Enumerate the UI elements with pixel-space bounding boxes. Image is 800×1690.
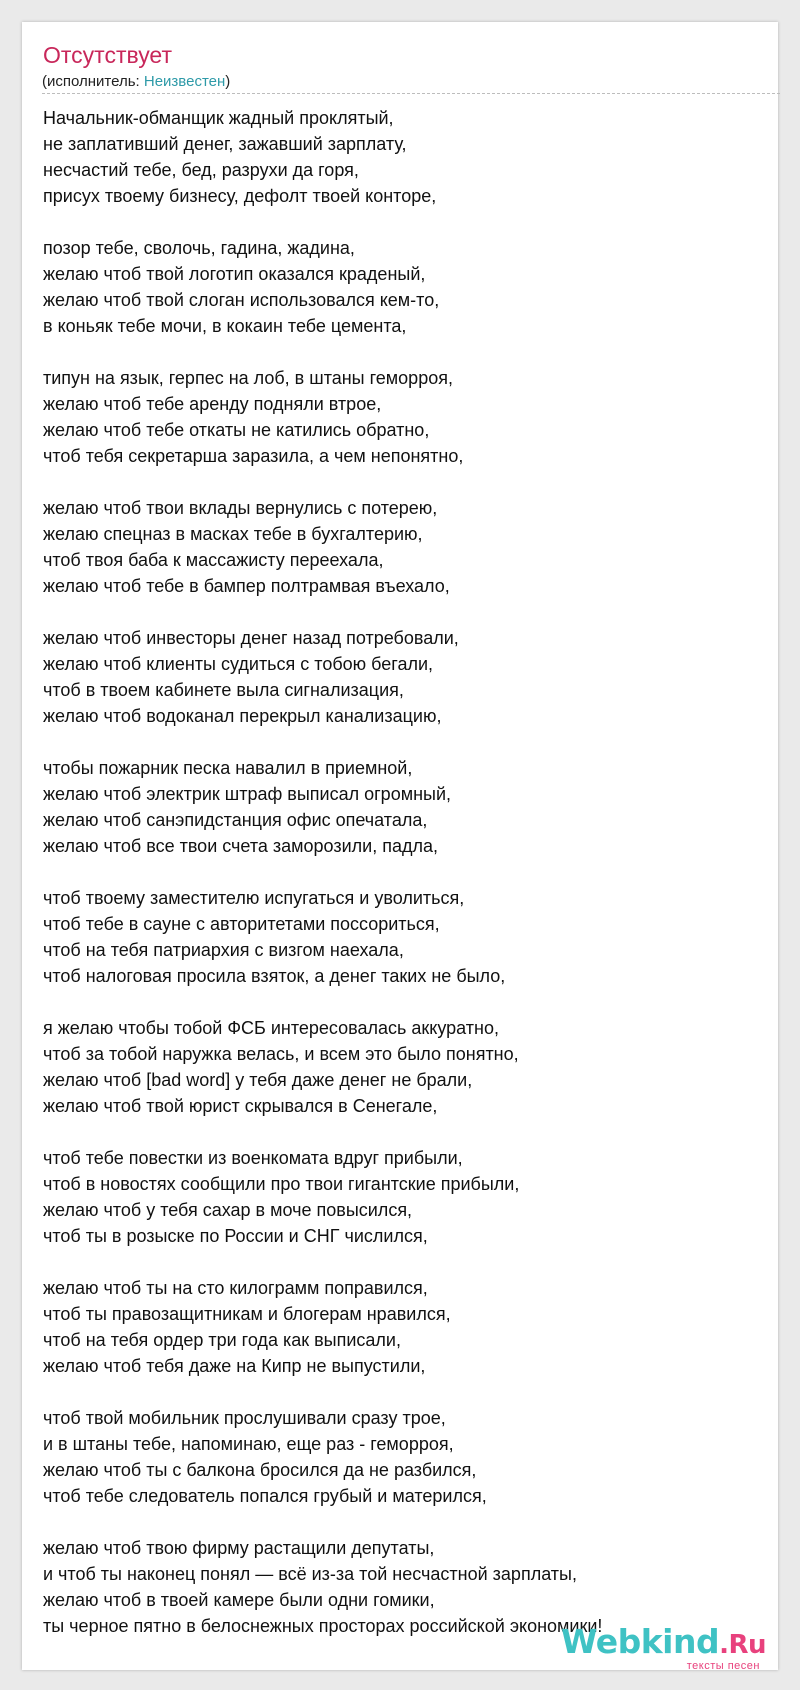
lyrics-stanza [43,105,763,209]
lyrics-line: желаю чтоб твой слоган использовался кем-то, [43,290,440,310]
lyrics-line: чтоб в новостях сообщили про твои гигантские прибыли, [43,1174,520,1194]
lyrics-line: я желаю чтобы тобой ФСБ интересовалась аккуратно, [43,1018,499,1038]
lyrics-line: не заплативший денег, зажавший зарплату, [43,134,407,154]
lyrics-line: чтоб на тебя патриархия с визгом наехала, [43,940,404,960]
lyrics-stanza [43,1275,763,1379]
logo-wordmark [561,1622,766,1661]
lyrics-line: желаю чтоб твои вклады вернулись с потерею, [43,498,438,518]
lyrics-line: желаю чтоб [bad word] у тебя даже денег не брали, [43,1070,473,1090]
lyrics-stanza [43,235,763,339]
lyrics-line: чтоб в твоем кабинете выла сигнализация, [43,680,404,700]
artist-link[interactable]: Неизвестен [143,73,226,90]
lyrics-stanza [43,1405,763,1509]
lyrics-text [43,105,763,1665]
artist-prefix: (исполнитель: [42,73,144,90]
lyrics-line: несчастий тебе, бед, разрухи да горя, [43,160,359,180]
lyrics-line: желаю чтоб тебе аренду подняли втрое, [43,394,382,414]
lyrics-line: чтоб твоему заместителю испугаться и уволиться, [43,888,465,908]
header-divider [42,93,780,94]
lyrics-stanza [43,885,763,989]
lyrics-line: чтоб на тебя ордер три года как выписали, [43,1330,401,1350]
lyrics-line: желаю чтоб санэпидстанция офис опечатала, [43,810,428,830]
artist-suffix: ) [225,73,231,90]
lyrics-line: желаю чтоб твой юрист скрывался в Сенегале, [43,1096,438,1116]
lyrics-line: желаю чтоб твою фирму растащили депутаты, [43,1538,435,1558]
lyrics-line: ты черное пятно в белоснежных просторах российской экономики! [43,1616,603,1636]
lyrics-line: в коньяк тебе мочи, в кокаин тебе цемента, [43,316,407,336]
lyrics-line: желаю чтоб инвесторы денег назад потребовали, [43,628,459,648]
logo-tagline: тексты песен [686,1660,760,1672]
lyrics-line: чтоб ты в розыске по России и СНГ числился, [43,1226,428,1246]
lyrics-line: чтобы пожарник песка навалил в приемной, [43,758,413,778]
lyrics-stanza [43,755,763,859]
lyrics-stanza [43,1015,763,1119]
lyrics-line: чтоб тебе повестки из военкомата вдруг прибыли, [43,1148,463,1168]
lyrics-line: желаю чтоб клиенты судиться с тобою бегали, [43,654,434,674]
lyrics-stanza [43,495,763,599]
lyrics-line: желаю чтоб ты с балкона бросился да не разбился, [43,1460,477,1480]
lyrics-line: желаю чтоб водоканал перекрыл канализацию, [43,706,442,726]
lyrics-line: желаю чтоб у тебя сахар в моче повысился, [43,1200,413,1220]
lyrics-line: чтоб твоя баба к массажисту переехала, [43,550,384,570]
lyrics-line: чтоб за тобой наружка велась, и всем это было понятно, [43,1044,519,1064]
lyrics-line: типун на язык, герпес на лоб, в штаны геморроя, [43,368,453,388]
lyrics-line: желаю чтоб тебе откаты не катились обратно, [43,420,430,440]
lyrics-stanza [43,1145,763,1249]
artist-line [42,73,230,90]
song-title: Отсутствует [43,42,172,68]
lyrics-line: желаю спецназ в масках тебе в бухгалтерию, [43,524,423,544]
lyrics-stanza [43,365,763,469]
lyrics-line: чтоб ты правозащитникам и блогерам нравился, [43,1304,451,1324]
lyrics-line: желаю чтоб все твои счета заморозили, падла, [43,836,439,856]
logo-main-text: Webkind [560,1622,720,1661]
lyrics-line: и чтоб ты наконец понял — всё из-за той несчастной зарплаты, [43,1564,577,1584]
lyrics-line: желаю чтоб в твоей камере были одни гомики, [43,1590,435,1610]
logo-tld: .Ru [719,1630,766,1660]
lyrics-stanza [43,625,763,729]
lyrics-line: желаю чтоб тебя даже на Кипр не выпустили, [43,1356,426,1376]
lyrics-line: чтоб твой мобильник прослушивали сразу трое, [43,1408,446,1428]
lyrics-line: желаю чтоб электрик штраф выписал огромный, [43,784,452,804]
lyrics-page [22,22,778,1670]
lyrics-line: чтоб тебя секретарша заразила, а чем непонятно, [43,446,464,466]
lyrics-line: и в штаны тебе, напоминаю, еще раз - геморроя, [43,1434,454,1454]
webkind-logo[interactable] [560,1622,766,1672]
lyrics-line: присух твоему бизнесу, дефолт твоей конторе, [43,186,437,206]
lyrics-line: желаю чтоб тебе в бампер полтрамвая въехало, [43,576,450,596]
lyrics-line: чтоб тебе следователь попался грубый и матерился, [43,1486,487,1506]
lyrics-line: чтоб тебе в сауне с авторитетами поссориться, [43,914,440,934]
lyrics-line: чтоб налоговая просила взяток, а денег таких не было, [43,966,506,986]
lyrics-line: желаю чтоб твой логотип оказался краденый, [43,264,426,284]
lyrics-line: желаю чтоб ты на сто килограмм поправился, [43,1278,428,1298]
lyrics-line: позор тебе, сволочь, гадина, жадина, [43,238,355,258]
lyrics-line: Начальник-обманщик жадный проклятый, [43,108,394,128]
